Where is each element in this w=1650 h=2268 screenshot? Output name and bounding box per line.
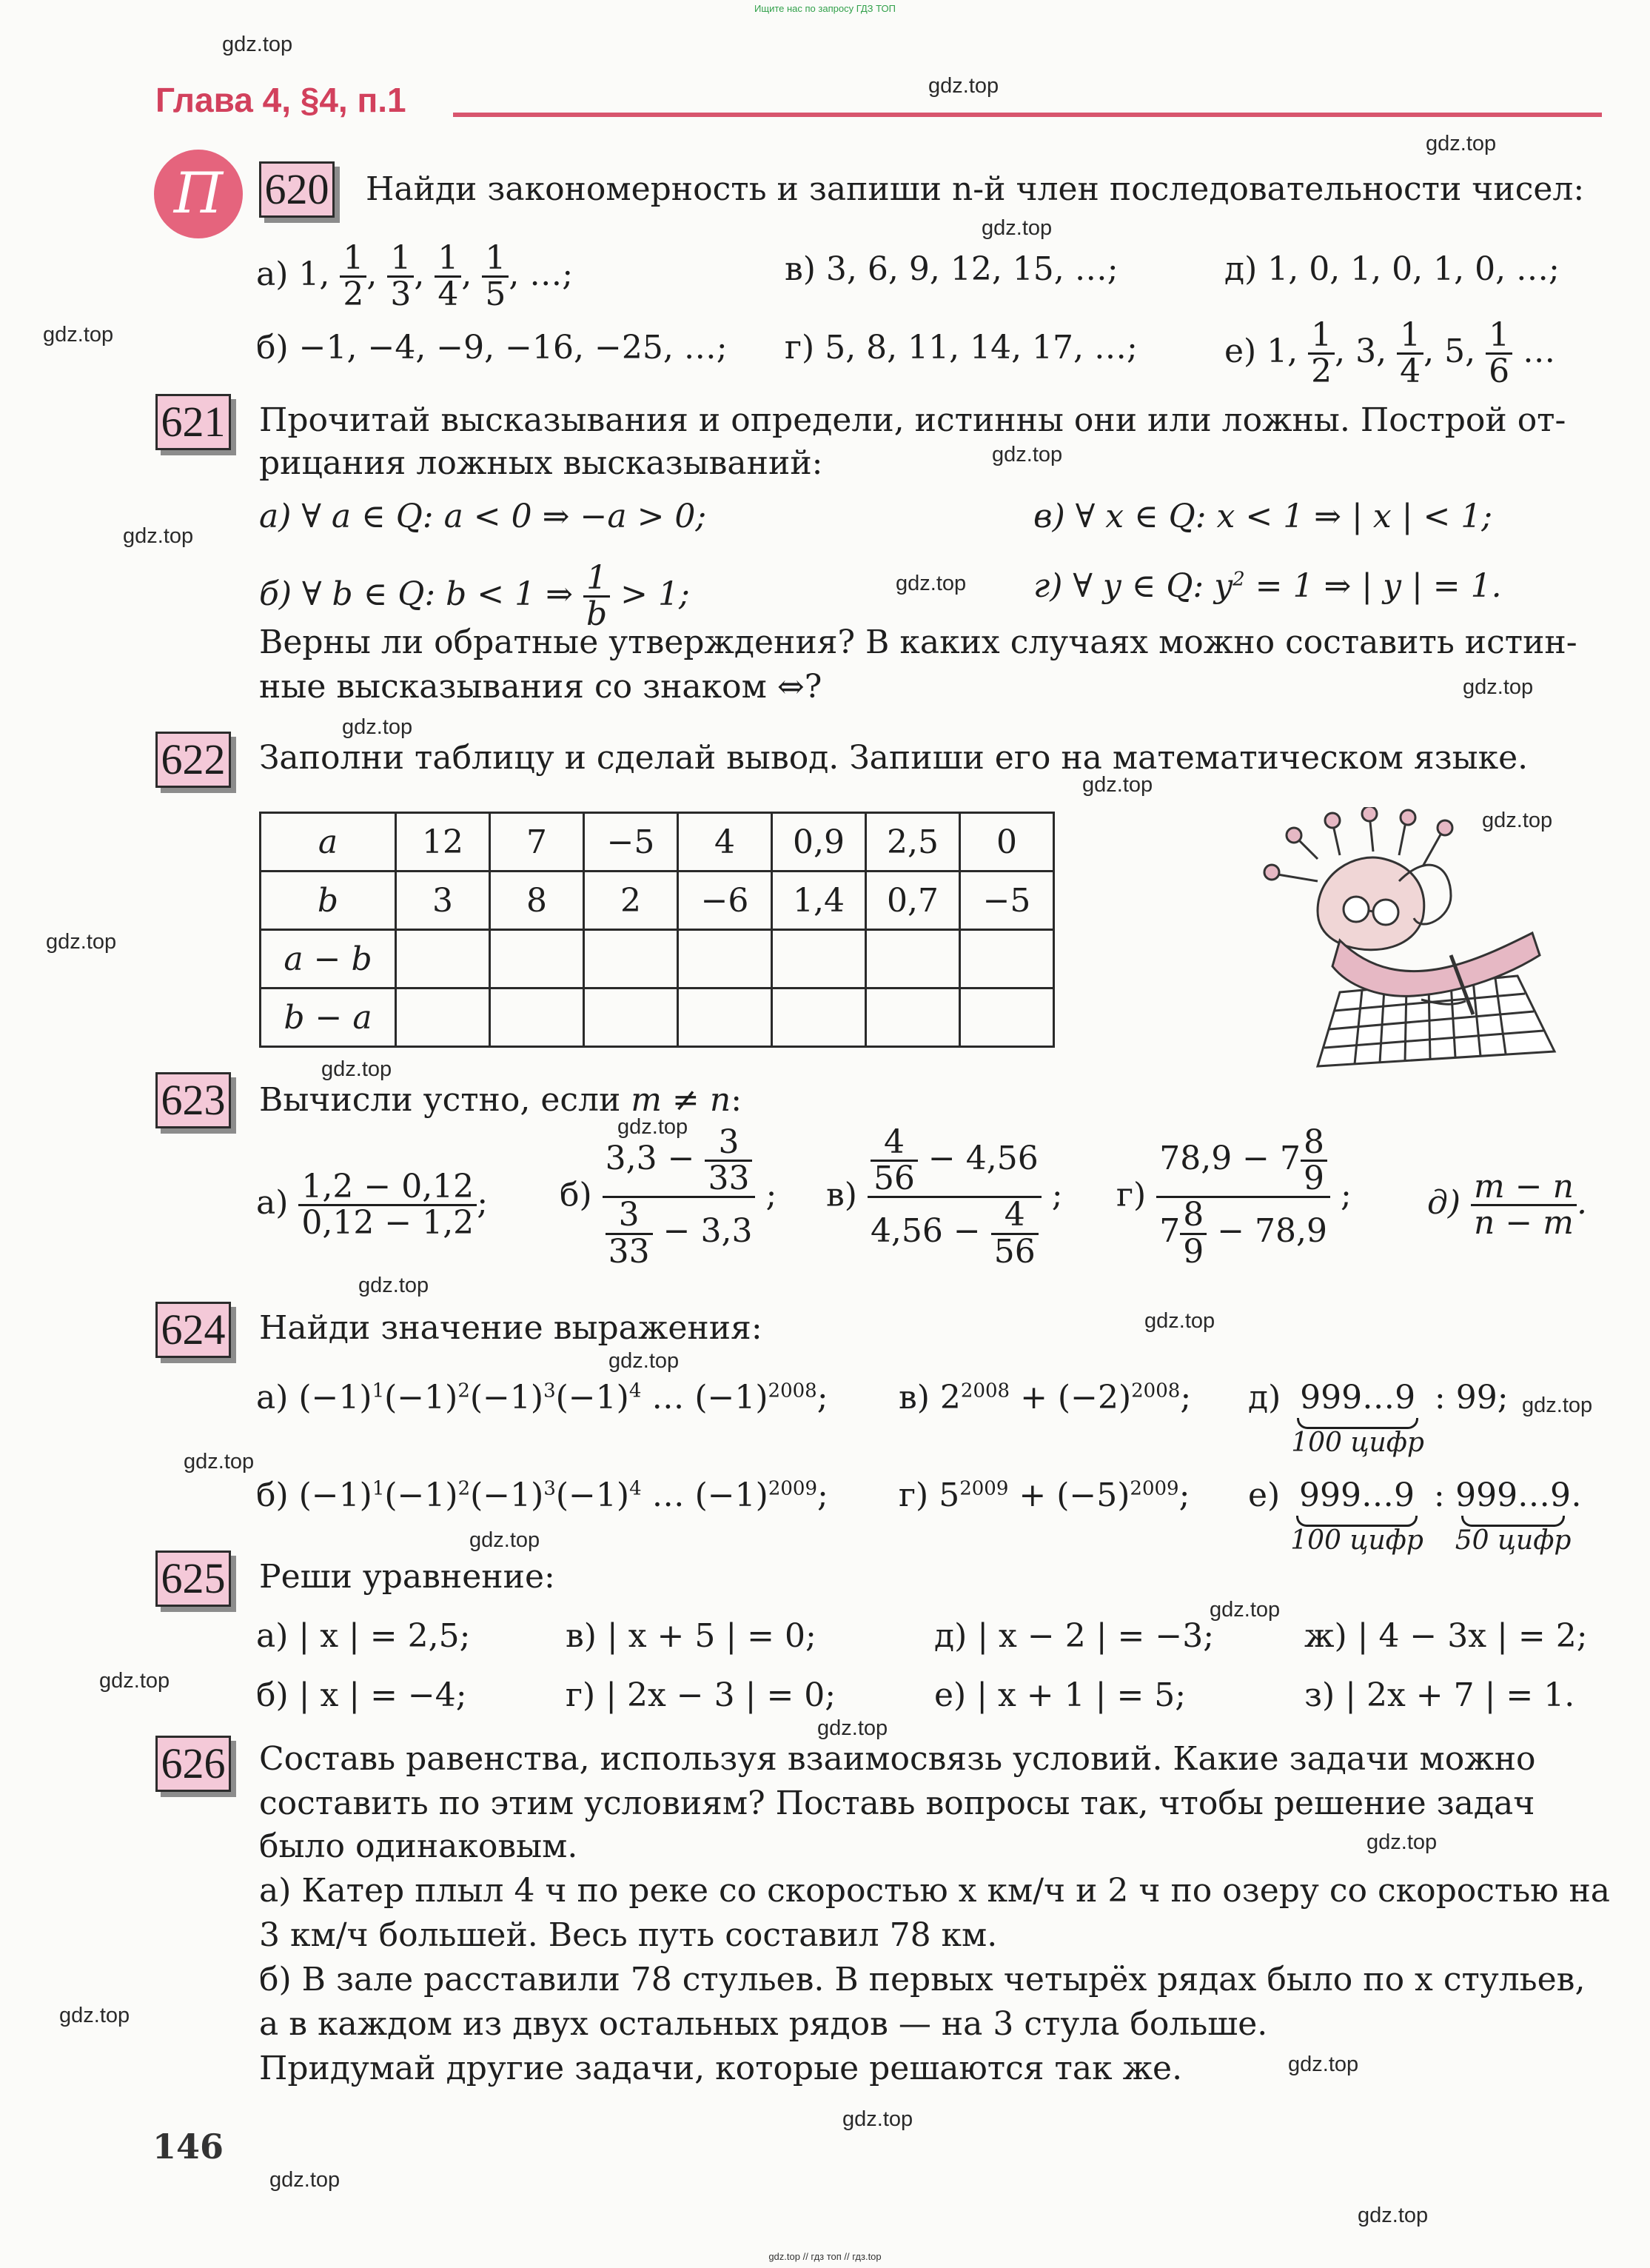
item-e: е) | x + 1 | = 5; [934,1676,1187,1714]
table-cell [772,989,866,1047]
table-cell [396,930,490,989]
problem-text: Найди закономерность и запиши n-й член последовательности чисел: [366,170,1585,208]
watermark: gdz.top [617,1115,688,1139]
item-a: а) | x | = 2,5; [256,1617,471,1655]
watermark: gdz.top [469,1528,540,1552]
watermark: gdz.top [43,323,114,347]
problem-text: 3 км/ч большей. Весь путь составил 78 км. [259,1916,998,1954]
item-d: д) 1, 0, 1, 0, 1, 0, …; [1224,250,1560,288]
watermark: gdz.top [1210,1598,1281,1622]
watermark: gdz.top [321,1057,392,1081]
item-zh: ж) | 4 − 3x | = 2; [1304,1617,1588,1655]
problem-number: 623 [155,1072,231,1128]
item-g: г) ∀ y ∈ Q: $y^2 = 1$ ⇒ | y | = 1. [1033,567,1502,605]
item-v: в) $2^{2008} + (-2)^{2008}$; [899,1379,1192,1416]
item-a-text: а) 1, $\frac{1}{2}$ , $\frac{1}{3}$ , $\frac{1}{4}$ , $\frac{1}{5}$ , …; [256,239,574,314]
item-g: г) $5^{2009} + (-5)^{2009}$; [899,1476,1190,1514]
watermark: gdz.top [358,1274,429,1297]
item-b: б) −1, −4, −9, −16, −25, …; [256,329,728,367]
bottom-note: gdz.top // гдз топ // гдз.top [768,2251,882,2262]
table-cell [584,930,678,989]
problem-text: Заполни таблицу и сделай вывод. Запиши его на математическом языке. [259,739,1529,777]
watermark: gdz.top [1426,132,1497,155]
heading-rule [453,113,1602,117]
problem-text: Найди значение выражения: [259,1309,762,1347]
table-cell: 2,5 [866,813,960,872]
item-v: в) | x + 5 | = 0; [566,1617,816,1655]
table-cell: 7 [490,813,584,872]
problem-text: ные высказывания со знаком ⇔? [259,668,822,706]
watermark: gdz.top [1482,809,1553,832]
problem-number: 626 [155,1736,231,1792]
data-table [259,812,1055,1048]
table-cell: −5 [960,872,1054,930]
item-a: а) $(-1)^1(-1)^2(-1)^3(-1)^4$ … $(-1)^{2008}$; [256,1379,828,1416]
table-cell: 2 [584,872,678,930]
problem-text: Прочитай высказывания и определи, истинны они или ложны. Построй от- [259,401,1566,439]
watermark: gdz.top [1358,2204,1429,2227]
watermark: gdz.top [269,2168,341,2192]
table-cell: 12 [396,813,490,872]
watermark: gdz.top [992,443,1063,466]
table-cell [960,989,1054,1047]
table-cell [584,989,678,1047]
watermark: gdz.top [1082,773,1153,797]
item-a: а) $\frac{1,2 - 0,12}{0,12 - 1,2}$ ; [256,1168,489,1242]
item-g: г) 5, 8, 11, 14, 17, …; [785,329,1138,367]
table-cell: 3 [396,872,490,930]
table-cell [772,930,866,989]
table-cell: 0,7 [866,872,960,930]
item-v: в) $\frac{4}{56}$ − 4,56 4,56 − $\frac{4}{56}$ ; [826,1123,1063,1271]
table-cell: 0 [960,813,1054,872]
table-cell: 0,9 [772,813,866,872]
watermark: gdz.top [1366,1830,1438,1854]
table-cell: −6 [678,872,772,930]
watermark: gdz.top [59,2004,130,2027]
item-b: б) | x | = −4; [256,1676,467,1714]
problem-text: б) В зале расставили 78 стульев. В первых четырёх рядах было по x стульев, [259,1961,1586,1998]
table-cell [678,930,772,989]
table-row [261,813,1054,872]
item-d: д) | x − 2 | = −3; [934,1617,1215,1655]
problem-number: 620 [259,161,335,218]
watermark: gdz.top [928,74,999,98]
watermark: gdz.top [184,1450,255,1473]
problem-text: а) Катер плыл 4 ч по реке со скоростью x км/ч и 2 ч по озеру со скоростью на [259,1872,1611,1910]
watermark: gdz.top [99,1669,170,1693]
problem-number: 621 [155,394,231,450]
table-cell [866,989,960,1047]
table-cell [678,989,772,1047]
watermark: gdz.top [1144,1309,1215,1333]
item-a: а) ∀ a ∈ Q: a < 0 ⇒ −a > 0; [259,498,707,535]
table-row [261,989,1054,1047]
problem-text: Придумай другие задачи, которые решаются так же. [259,2050,1183,2087]
watermark: gdz.top [817,1716,888,1740]
item-g: г) | 2x − 3 | = 0; [566,1676,836,1714]
item-z: з) | 2x + 7 | = 1. [1304,1676,1575,1714]
problem-number: 622 [155,732,231,788]
table-row [261,872,1054,930]
table-cell: −5 [584,813,678,872]
table-cell: a [261,813,396,872]
item-d: д) 999…9 100 цифр : 99; [1248,1379,1509,1458]
watermark: gdz.top [608,1349,680,1373]
table-row [261,930,1054,989]
item-b: б) ∀ b ∈ Q: b < 1 ⇒ $\frac{1}{b}$ > 1; [259,559,690,634]
watermark: gdz.top [342,715,413,739]
item-v: в) 3, 6, 9, 12, 15, …; [785,250,1119,288]
page-number: 146 [152,2127,224,2167]
problem-text: а в каждом из двух остальных рядов — на 3 стула больше. [259,2005,1268,2043]
watermark: gdz.top [123,524,194,548]
table-cell: b [261,872,396,930]
item-v: в) ∀ x ∈ Q: x < 1 ⇒ | x | < 1; [1033,498,1493,535]
item-b: б) $(-1)^1(-1)^2(-1)^3(-1)^4$ … $(-1)^{2009}$; [256,1476,828,1514]
student-illustration [1229,807,1562,1074]
table-cell [396,989,490,1047]
watermark: gdz.top [1463,675,1534,699]
watermark: gdz.top [896,572,967,595]
table-cell: 1,4 [772,872,866,930]
table-cell [866,930,960,989]
watermark: gdz.top [1288,2053,1359,2076]
problem-text: Вычисли устно, если m ≠ n: [259,1081,742,1119]
item-g: г) 78,9 − 7 $\frac{8}{9}$ 7 $\frac{8}{9}$ − 78,9 ; [1116,1123,1352,1271]
problem-text: Составь равенства, используя взаимосвязь условий. Какие задачи можно [259,1740,1536,1778]
problem-text: рицания ложных высказываний: [259,444,823,482]
problem-text: Верны ли обратные утверждения? В каких случаях можно составить истин- [259,623,1577,661]
watermark: gdz.top [982,216,1053,240]
watermark: gdz.top [1522,1394,1593,1417]
watermark: gdz.top [222,33,293,56]
watermark: gdz.top [46,930,117,954]
problem-text: Реши уравнение: [259,1558,555,1596]
problem-number: 625 [155,1551,231,1607]
item-a [256,241,573,312]
item-e: е) 999…9 100 цифр : 999…9 50 цифр . [1248,1476,1582,1556]
top-search-note: Ищите нас по запросу ГДЗ ТОП [754,3,896,14]
problem-text: составить по этим условиям? Поставь вопросы так, чтобы решение задач [259,1784,1535,1822]
table-cell [490,930,584,989]
table-cell [960,930,1054,989]
item-d: д) $\frac{m - n}{n - m}$ . [1427,1168,1587,1242]
chapter-heading: Глава 4, §4, п.1 [155,81,406,119]
table-cell: 4 [678,813,772,872]
table-cell: b − a [261,989,396,1047]
table-cell: 8 [490,872,584,930]
problem-text: было одинаковым. [259,1827,578,1865]
table-cell: a − b [261,930,396,989]
watermark: gdz.top [842,2107,913,2131]
problem-number: 624 [155,1302,231,1358]
item-e: е) 1, $\frac{1}{2}$ , 3, $\frac{1}{4}$ , 5, $\frac{1}{6}$ … [1224,316,1556,391]
table-cell [490,989,584,1047]
item-b: б) 3,3 − $\frac{3}{33}$ $\frac{3}{33}$ − 3,3 ; [560,1123,777,1271]
pi-badge-icon: П [154,150,243,238]
